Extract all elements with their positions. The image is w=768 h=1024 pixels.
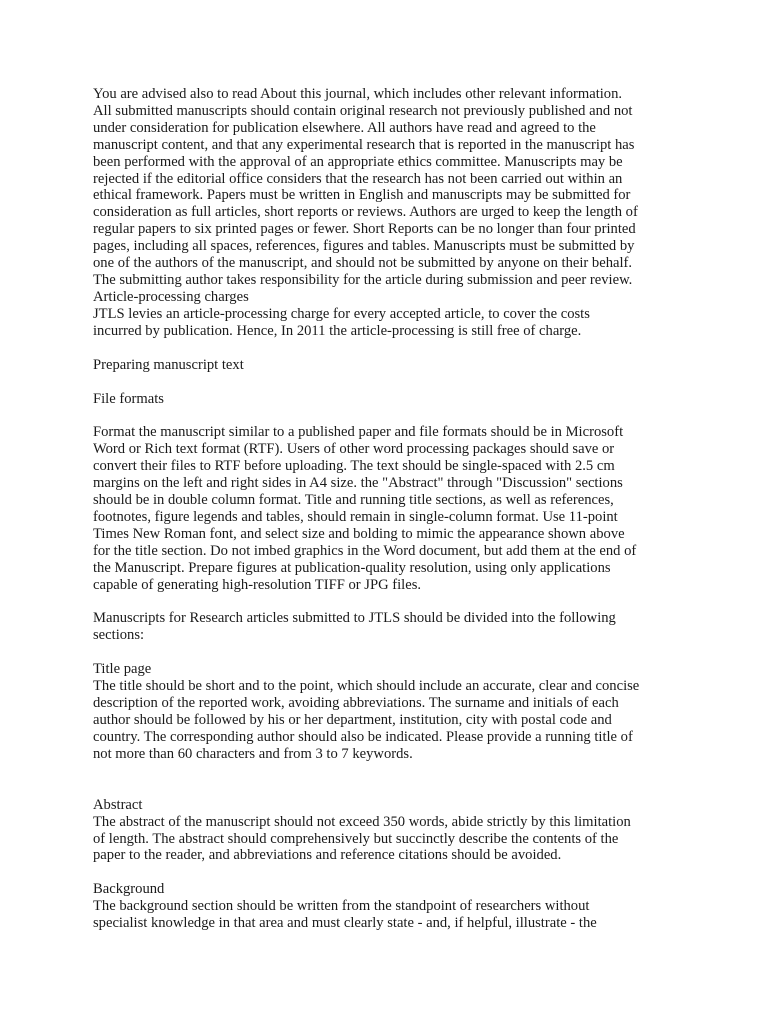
spacer (93, 374, 683, 391)
intro-paragraph: You are advised also to read About this journal, which includes other relevant information. All submitted manuscripts should contain original research not previously published and not under consideration for publication elsewhere. All authors have read and agreed to the manuscript content, and that any experimental research that is reported in the manuscript has been performed with the approval of an appropriate ethics committee. Manuscripts may be rejected if the editorial office considers that the research has not been carried out within an ethical framework. Papers must be written in English and manuscripts may be submitted for consideration as full articles, short reports or reviews. Authors are urged to keep the length of regular papers to six printed pages or fewer. Short Reports can be no longer than four printed pages, including all spaces, references, figures and tables. Manuscripts must be submitted by one of the authors of the manuscript, and should not be submitted by anyone on their behalf. The submitting author takes responsibility for the article during submission and peer review. (93, 86, 638, 288)
title-page-heading: Title page (93, 661, 152, 678)
spacer (93, 763, 683, 797)
spacer (93, 593, 683, 610)
apc-paragraph: JTLS levies an article-processing charge for every accepted article, to cover the costs incurred by publication. Hence, In 2011 the article-processing is still free of charge. (93, 305, 590, 339)
preparing-heading: Preparing manuscript text (93, 356, 244, 373)
apc-heading: Article-processing charges (93, 288, 249, 305)
spacer (93, 407, 683, 424)
background-paragraph: The background section should be written from the standpoint of researchers without specialist knowledge in that area and must clearly state - and, if helpful, illustrate - the (93, 898, 597, 932)
document-page (93, 86, 683, 932)
file-formats-heading: File formats (93, 390, 164, 407)
spacer (93, 340, 683, 357)
spacer (93, 864, 683, 881)
background-heading: Background (93, 881, 165, 898)
abstract-heading: Abstract (93, 796, 143, 813)
abstract-paragraph: The abstract of the manuscript should not exceed 350 words, abide strictly by this limitation of length. The abstract should comprehensively but succinctly describe the contents of the paper to the reader, and abbreviations and reference citations should be avoided. (93, 813, 631, 864)
spacer (93, 644, 683, 661)
file-formats-paragraph: Format the manuscript similar to a published paper and file formats should be in Microsoft Word or Rich text format (RTF). Users of other word processing packages should save or convert their files to RTF before uploading. The text should be single-spaced with 2.5 cm margins on the left and right sides in A4 size. the "Abstract" through "Discussion" sections should be in double column format. Title and running title sections, as well as references, footnotes, figure legends and tables, should remain in single-column format. Use 11-point Times New Roman font, and select size and bolding to mimic the appearance shown above for the title section. Do not imbed graphics in the Word document, but add them at the end of the Manuscript. Prepare figures at publication-quality resolution, using only applications capable of generating high-resolution TIFF or JPG files. (93, 424, 637, 593)
sections-intro-paragraph: Manuscripts for Research articles submitted to JTLS should be divided into the following sections: (93, 610, 616, 644)
title-page-paragraph: The title should be short and to the point, which should include an accurate, clear and concise description of the reported work, avoiding abbreviations. The surname and initials of each author should be followed by his or her department, institution, city with postal code and country. The corresponding author should also be indicated. Please provide a running title of not more than 60 characters and from 3 to 7 keywords. (93, 678, 640, 762)
